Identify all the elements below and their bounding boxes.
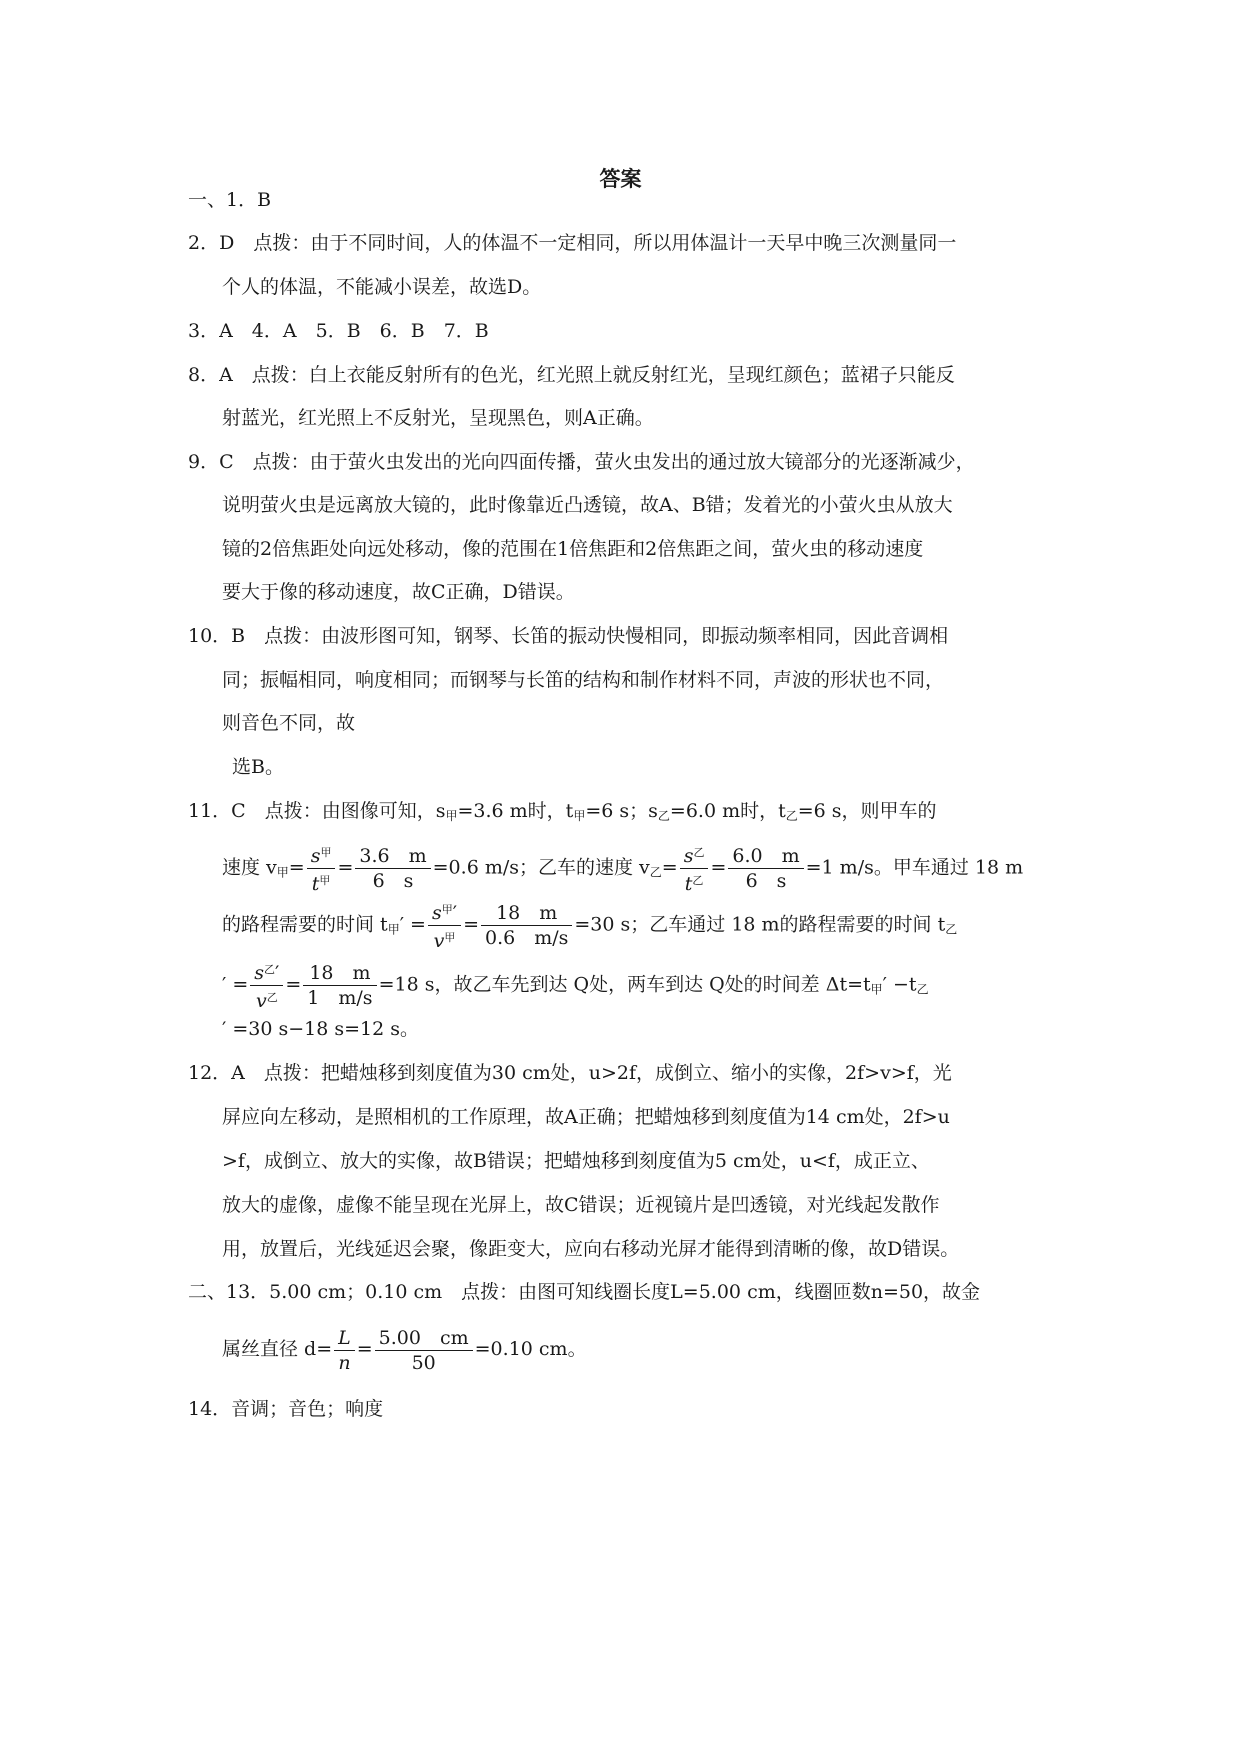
answer-line: 2．D 点拨：由于不同时间，人的体温不一定相同，所以用体温计一天早中晚三次测量同一 [188, 232, 957, 254]
q11-line-5: ′ =30 s−18 s=12 s。 [222, 1018, 420, 1040]
fraction: $\frac{s^乙'}{v^乙}$ [250, 958, 283, 1013]
answer-line: 一、1．B [188, 189, 272, 211]
fraction: $\frac{s^甲}{t^甲}$ [307, 841, 336, 896]
q11-line-3: 的路程需要的时间 $t_甲'$ = $\frac{s^甲'}{v^甲}$ = $\frac{18 m}{0.6 m/s}$ =30 s；乙车通过 18 m的路程需要的时间 $t_乙$ [222, 898, 957, 954]
fraction: $\frac{6.0 m}{6 s}$ [728, 844, 803, 893]
q13-line-2: 属丝直径 d= $\frac{L}{n}$ = $\frac{5.00 cm}{50}$ =0.10 cm。 [222, 1326, 587, 1374]
fraction: $\frac{18 m}{1 m/s}$ [303, 961, 376, 1010]
fraction: $\frac{5.00 cm}{50}$ [375, 1326, 473, 1375]
answer-line: 9．C 点拨：由于萤火虫发出的光向四面传播，萤火虫发出的通过放大镜部分的光逐渐减少， [188, 451, 975, 473]
answer-line: 射蓝光，红光照上不反射光，呈现黑色，则A正确。 [222, 407, 654, 429]
answer-line: 选B。 [232, 756, 284, 778]
answer-line: 放大的虚像，虚像不能呈现在光屏上，故C错误；近视镜片是凹透镜，对光线起发散作 [222, 1194, 940, 1216]
answer-line: 8．A 点拨：白上衣能反射所有的色光，红光照上就反射红光，呈现红颜色；蓝裙子只能反 [188, 364, 955, 386]
answer-line: 则音色不同，故 [222, 712, 356, 734]
answer-line: 用，放置后，光线延迟会聚，像距变大，应向右移动光屏才能得到清晰的像，故D错误。 [222, 1238, 960, 1260]
q11-line-4: ′ = $\frac{s^乙'}{v^乙}$ = $\frac{18 m}{1 m/s}$ =18 s，故乙车先到达 Q处，两车到达 Q处的时间差 $\Delta t=t_甲' -t_乙$ [222, 958, 929, 1014]
q11-line-1: 11．C 点拨：由图像可知，$s_甲=3.6$ m时，$t_甲=6$ s；$s_乙=6.0$ m时，$t_乙=6$ s，则甲车的 [188, 800, 937, 823]
answer-line: 同；振幅相同，响度相同；而钢琴与长笛的结构和制作材料不同，声波的形状也不同， [222, 669, 945, 691]
answer-line: 14．音调；音色；响度 [188, 1398, 384, 1420]
fraction: $\frac{18 m}{0.6 m/s}$ [481, 901, 572, 950]
answer-line: 二、13．5.00 cm；0.10 cm 点拨：由图可知线圈长度L=5.00 cm，线圈匝数n=50，故金 [188, 1281, 981, 1303]
fraction: $\frac{s^乙}{t^乙}$ [680, 841, 709, 896]
answer-line: 3．A 4．A 5．B 6．B 7．B [188, 320, 489, 342]
answer-line: 要大于像的移动速度，故C正确，D错误。 [222, 581, 575, 603]
answer-line: 屏应向左移动，是照相机的工作原理，故A正确；把蜡烛移到刻度值为14 cm处，2f>u [222, 1106, 950, 1128]
fraction: $\frac{L}{n}$ [334, 1326, 355, 1375]
answer-line: 个人的体温，不能减小误差，故选D。 [222, 276, 542, 298]
page-title: 答案 [599, 167, 642, 191]
answer-line: 镜的2倍焦距处向远处移动，像的范围在1倍焦距和2倍焦距之间，萤火虫的移动速度 [222, 538, 924, 560]
answer-line: >f，成倒立、放大的实像，故B错误；把蜡烛移到刻度值为5 cm处，u<f，成正立、 [222, 1150, 930, 1172]
answer-line: 10．B 点拨：由波形图可知，钢琴、长笛的振动快慢相同，即振动频率相同，因此音调相 [188, 625, 949, 647]
q11-line-2: 速度 $v_甲=$ $\frac{s^甲}{t^甲}$ = $\frac{3.6 m}{6 s}$ =0.6 m/s；乙车的速度 $v_乙=$ $\frac{s^乙}{t^乙}$ = $\frac{6.0 m}{6 s}$ =1 m/s。甲车通过 18 m [222, 841, 1023, 897]
fraction: $\frac{s^甲'}{v^甲}$ [428, 898, 461, 953]
answer-line: 12．A 点拨：把蜡烛移到刻度值为30 cm处，u>2f，成倒立、缩小的实像，2f>v>f，光 [188, 1062, 952, 1084]
fraction: $\frac{3.6 m}{6 s}$ [355, 844, 430, 893]
answer-line: 说明萤火虫是远离放大镜的，此时像靠近凸透镜，故A、B错；发着光的小萤火虫从放大 [222, 494, 953, 516]
